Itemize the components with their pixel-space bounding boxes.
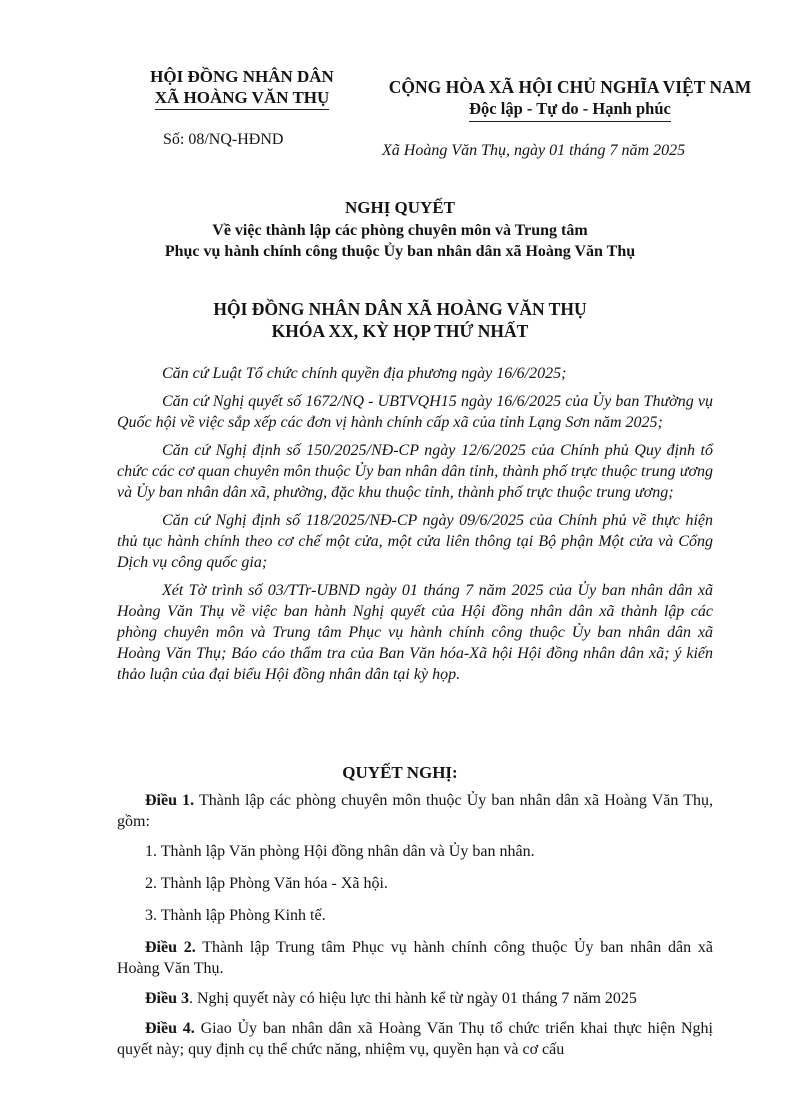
articles [117,790,713,1069]
article-1-item: 1. Thành lập Văn phòng Hội đồng nhân dân và Ủy ban nhân. [145,843,535,860]
legal-basis-paragraph: Xét Tờ trình số 03/TTr-UBND ngày 01 tháng 7 năm 2025 của Ủy ban nhân dân xã Hoàng Văn Thụ về việc ban hành Nghị quyết của Hội đồng nhân dân xã thành lập các phòng chuyên môn và Trung tâm Phục vụ hành chính công thuộc Ủy ban nhân dân xã Hoàng Văn Thụ; Báo cáo thẩm tra của Ban Văn hóa-Xã hội Hội đồng nhân dân xã; ý kiến thảo luận của đại biểu Hội đồng nhân dân tại kỳ họp. [117,582,713,683]
article-1-item: 3. Thành lập Phòng Kinh tế. [145,907,326,924]
subject-line-1: Về việc thành lập các phòng chuyên môn và Trung tâm [212,222,588,239]
legal-basis [117,363,713,692]
article-1-text: Thành lập các phòng chuyên môn thuộc Ủy ban nhân dân xã Hoàng Văn Thụ, gồm: [117,792,713,830]
place-and-date: Xã Hoàng Văn Thụ, ngày 01 tháng 7 năm 2025 [382,142,686,159]
legal-basis-paragraph: Căn cứ Nghị định số 118/2025/NĐ-CP ngày 09/6/2025 của Chính phủ về thực hiện thủ tục hành chính theo cơ chế một cửa, một cửa liên thông tại Bộ phận Một cửa và Cổng Dịch vụ công quốc gia; [117,512,713,571]
authority-line-1: HỘI ĐỒNG NHÂN DÂN [150,67,334,86]
legal-basis-paragraph: Căn cứ Luật Tổ chức chính quyền địa phương ngày 16/6/2025; [162,365,567,382]
article-2-text: Thành lập Trung tâm Phục vụ hành chính công thuộc Ủy ban nhân dân xã Hoàng Văn Thụ. [117,939,714,977]
article-3-label: Điều 3 [145,990,189,1007]
document-number: Số: 08/NQ-HĐND [163,131,284,148]
legal-basis-paragraph: Căn cứ Nghị quyết số 1672/NQ - UBTVQH15 ngày 16/6/2025 của Ủy ban Thường vụ Quốc hội về việc sắp xếp các đơn vị hành chính cấp xã của tỉnh Lạng Sơn năm 2025; [117,393,713,431]
article-2-label: Điều 2. [145,939,196,956]
article-4-label: Điều 4. [145,1020,195,1037]
article-1-item: 2. Thành lập Phòng Văn hóa - Xã hội. [145,875,388,892]
issuing-authority [118,66,366,110]
article-4 [117,1018,713,1060]
national-header [360,76,780,122]
article-1 [117,790,713,832]
council-session: KHÓA XX, KỲ HỌP THỨ NHẤT [271,321,529,341]
document-type: NGHỊ QUYẾT [344,198,456,217]
article-4-text: Giao Ủy ban nhân dân xã Hoàng Văn Thụ tổ chức triển khai thực hiện Nghị quyết này; quy định cụ thể chức năng, nhiệm vụ, quyền hạn và cơ cấu [117,1020,713,1058]
nation-name: CỘNG HÒA XÃ HỘI CHỦ NGHĨA VIỆT NAM [388,77,752,97]
legal-basis-paragraph: Căn cứ Nghị định số 150/2025/NĐ-CP ngày 12/6/2025 của Chính phủ Quy định tổ chức các cơ quan chuyên môn thuộc Ủy ban nhân dân tỉnh, thành phố trực thuộc trung ương và Ủy ban nhân dân xã, phường, đặc khu thuộc tỉnh, thành phố trực thuộc trung ương; [117,442,713,501]
national-motto: Độc lập - Tự do - Hạnh phúc [469,98,671,122]
article-3 [117,988,713,1009]
council-heading [90,298,710,342]
decision-heading: QUYẾT NGHỊ: [342,763,458,782]
article-2 [117,937,713,979]
document-title [100,196,700,262]
subject-line-2: Phục vụ hành chính công thuộc Ủy ban nhân dân xã Hoàng Văn Thụ [164,243,636,260]
authority-line-2: XÃ HOÀNG VĂN THỤ [155,87,330,110]
article-3-text: . Nghị quyết này có hiệu lực thi hành kể từ ngày 01 tháng 7 năm 2025 [189,990,637,1007]
council-name: HỘI ĐỒNG NHÂN DÂN XÃ HOÀNG VĂN THỤ [213,299,587,319]
article-1-label: Điều 1. [145,792,195,809]
